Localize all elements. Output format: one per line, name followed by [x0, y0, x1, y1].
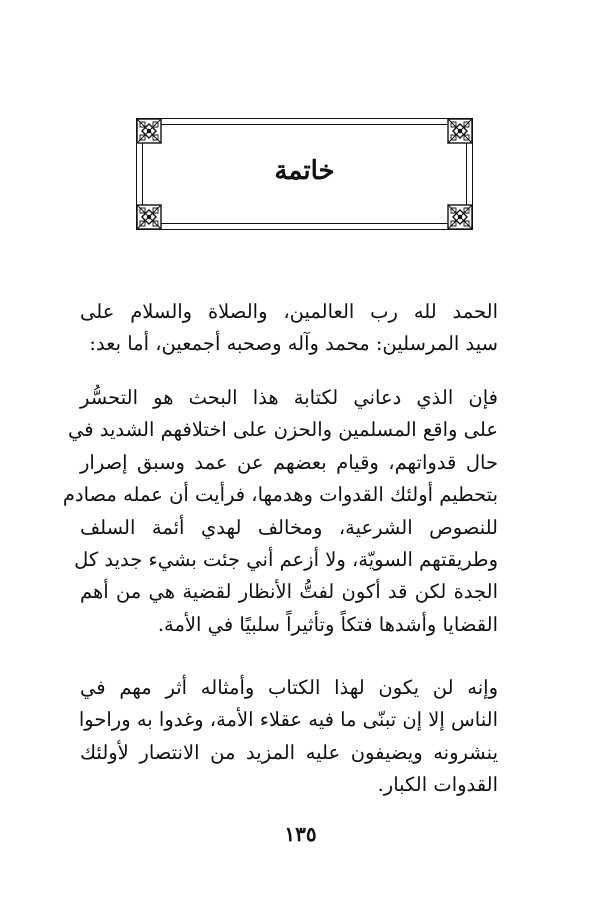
page-number: ١٣٥ — [284, 822, 317, 846]
ornament-corner-icon — [136, 118, 162, 144]
text-line: للنصوص الشرعية، ومخالف لهدي أئمة السلف — [80, 515, 498, 539]
text-line: القضايا وأشدها فتكاً وتأثيراً سلبيًا في الأمة. — [157, 612, 498, 636]
text-line: وطريقتهم السويّة، ولا أزعم أني جئت بشيء جديد كل — [74, 548, 498, 572]
text-line: ينشرونه ويضيفون عليه المزيد من الانتصار لأولئك — [80, 740, 498, 764]
ornament-corner-icon — [447, 204, 473, 230]
chapter-title: خاتمة — [274, 156, 335, 186]
chapter-title-frame — [136, 118, 473, 230]
text-line: الحمد لله رب العالمين، والصلاة والسلام على — [80, 300, 498, 323]
paragraph-opening — [80, 296, 498, 361]
text-line: وإنه لن يكون لهذا الكتاب وأمثاله أثر مهم في — [80, 676, 498, 699]
text-line: سيد المرسلين: محمد وآله وصحبه أجمعين، أما بعد: — [89, 332, 498, 356]
text-line: بتحطيم أولئك القدوات وهدمها، فرأيت أن عمله مصادم — [62, 483, 498, 507]
ornament-corner-icon — [447, 118, 473, 144]
text-line: فإن الذي دعاني لكتابة هذا البحث هو التحسُّر — [80, 386, 498, 409]
paragraph-closing — [80, 672, 498, 802]
text-line: القدوات الكبار. — [377, 773, 498, 797]
text-line: الناس إلا إن تبنّى ما فيه عقلاء الأمة، وغدوا به وراحوا — [78, 708, 498, 732]
text-line: حال قدواتهم، وقيام بعضهم عن عمد وسبق إصرار — [80, 450, 498, 474]
paragraph-motivation — [62, 382, 498, 641]
text-line: على واقع المسلمين والحزن على اختلافهم الشديد في — [67, 418, 498, 442]
ornament-corner-icon — [136, 204, 162, 230]
text-line: الجدة لكن قد أكون لفتُّ الأنظار لقضية هي من أهم — [80, 580, 498, 604]
